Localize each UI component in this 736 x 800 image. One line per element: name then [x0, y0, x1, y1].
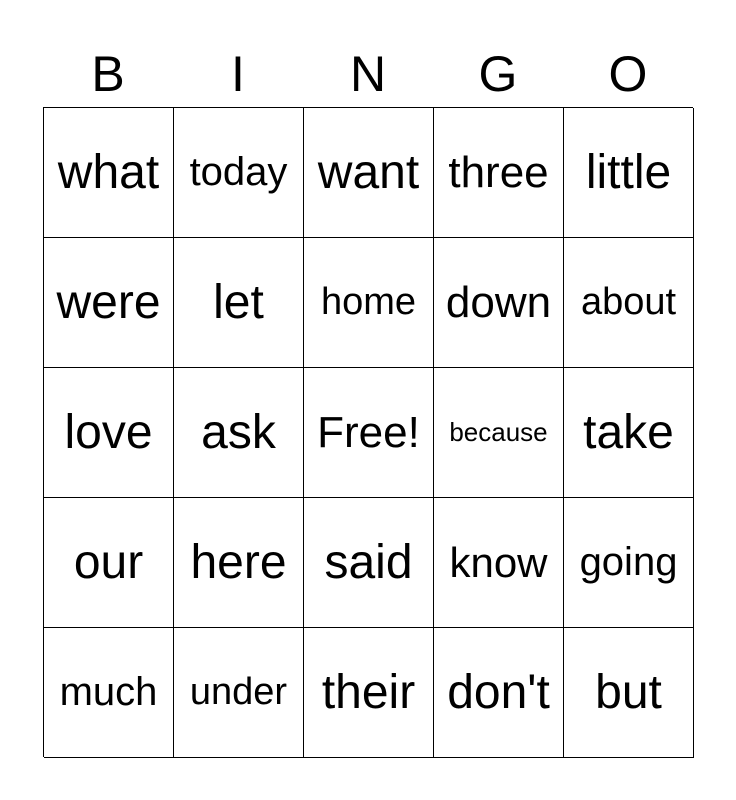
bingo-cell[interactable]: want: [304, 108, 434, 238]
bingo-cell[interactable]: down: [434, 238, 564, 368]
bingo-cell[interactable]: their: [304, 628, 434, 758]
bingo-cell[interactable]: said: [304, 498, 434, 628]
bingo-cell[interactable]: let: [174, 238, 304, 368]
bingo-cell[interactable]: ask: [174, 368, 304, 498]
bingo-cell[interactable]: because: [434, 368, 564, 498]
bingo-cell[interactable]: but: [564, 628, 694, 758]
bingo-cell[interactable]: what: [44, 108, 174, 238]
bingo-cell[interactable]: here: [174, 498, 304, 628]
bingo-board: [43, 107, 693, 757]
bingo-cell[interactable]: going: [564, 498, 694, 628]
header-letter-o: O: [608, 46, 648, 102]
bingo-cell[interactable]: know: [434, 498, 564, 628]
free-space[interactable]: Free!: [304, 368, 434, 498]
bingo-cell[interactable]: under: [174, 628, 304, 758]
bingo-cell[interactable]: home: [304, 238, 434, 368]
bingo-cell[interactable]: today: [174, 108, 304, 238]
header-letter-n: N: [349, 46, 387, 102]
bingo-cell[interactable]: love: [44, 368, 174, 498]
bingo-cell[interactable]: were: [44, 238, 174, 368]
header-letter-g: G: [478, 46, 518, 102]
bingo-cell[interactable]: little: [564, 108, 694, 238]
bingo-header: [43, 40, 693, 108]
bingo-cell[interactable]: much: [44, 628, 174, 758]
bingo-cell[interactable]: don't: [434, 628, 564, 758]
header-letter-b: B: [91, 46, 125, 102]
bingo-cell[interactable]: about: [564, 238, 694, 368]
header-letter-i: I: [231, 46, 245, 102]
bingo-cell[interactable]: take: [564, 368, 694, 498]
bingo-cell[interactable]: our: [44, 498, 174, 628]
bingo-cell[interactable]: three: [434, 108, 564, 238]
